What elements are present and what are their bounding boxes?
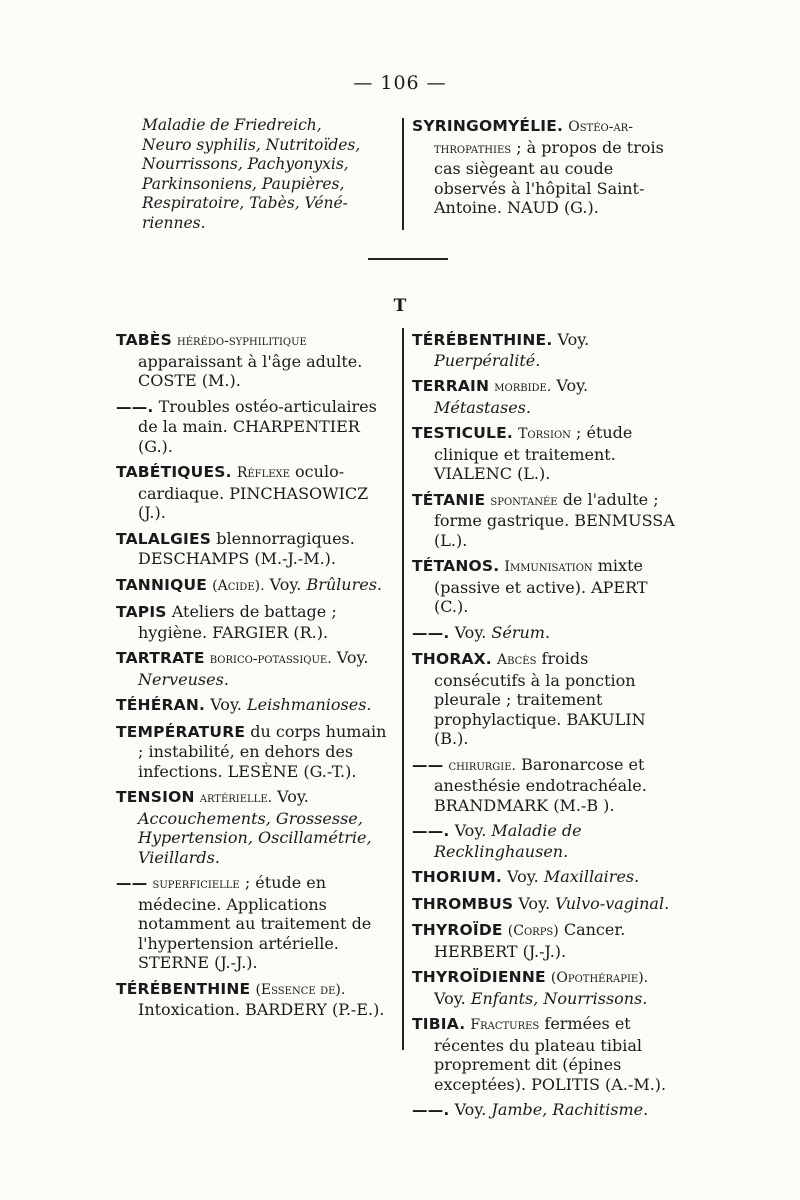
entry-text: Voy.	[269, 574, 302, 594]
entry-text: ; à propos de trois cas siègeant au coude observés à l'hôpital Saint-Antoine. NAUD (G.).	[434, 137, 664, 217]
entry-text: Voy.	[454, 1100, 487, 1119]
index-entry	[412, 894, 682, 915]
entry-headword: ——	[116, 874, 148, 892]
entry-reference: Puerpéralité.	[434, 350, 541, 370]
index-entry	[116, 602, 393, 642]
index-entry	[412, 755, 682, 816]
entry-text: ; étude en médecine. Applications notamment au traitement de l'hypertension artérielle. STERNE (J.-J.).	[138, 873, 372, 972]
entry-subheading: Torsion	[518, 426, 571, 442]
entry-headword: TIBIA.	[412, 1015, 466, 1033]
continuation-line: riennes.	[142, 213, 206, 232]
index-entry	[116, 397, 393, 457]
entry-text: Intoxication. BARDERY (P.-E.).	[138, 1000, 385, 1019]
entry-text: Baronarcose et anesthésie endotrachéale. BRANDMARK (M.-B ).	[434, 754, 647, 815]
index-entry	[412, 920, 682, 961]
section-letter: T	[393, 296, 407, 316]
index-entry	[412, 1014, 682, 1094]
entry-headword: ——.	[412, 1101, 450, 1119]
entry-text: Cancer. HERBERT (J.-J.).	[434, 920, 626, 961]
right-column	[412, 330, 682, 1127]
index-entry	[412, 1100, 682, 1121]
index-entry	[116, 695, 393, 716]
index-entry	[412, 423, 682, 484]
entry-text: froids consécutifs à la ponction pleurale ; traitement prophylactique. BAKULIN (B.).	[434, 649, 646, 748]
entry-subheading: artérielle.	[199, 790, 273, 806]
entry-reference: Métastases.	[434, 397, 531, 417]
entry-text: Voy.	[454, 622, 487, 642]
entry-reference: Maladie de Recklinghausen.	[434, 821, 582, 861]
entry-headword: ——.	[116, 397, 154, 416]
entry-reference: Maxillaires.	[543, 867, 640, 886]
index-entry	[116, 462, 393, 523]
index-entry	[412, 821, 682, 861]
entry-text: Voy.	[454, 821, 487, 840]
entry-reference: Jambe, Rachitisme.	[491, 1100, 649, 1119]
entry-headword: TANNIQUE	[116, 575, 208, 594]
top-left-continuation	[142, 116, 394, 233]
entry-subheading: (Acide).	[212, 577, 265, 594]
entry-headword: SYRINGOMYÉLIE.	[412, 117, 564, 135]
column-divider-main	[402, 328, 404, 1050]
entry-subheading: Immunisation	[504, 559, 593, 575]
entry-headword: THYROÏDE	[412, 921, 503, 939]
entry-reference: Brûlures.	[306, 574, 382, 594]
entry-text: Troubles ostéo-articulaires de la main. CHARPENTIER (G.).	[138, 396, 377, 456]
entry-headword: THORIUM.	[412, 868, 502, 886]
entry-headword: ——.	[412, 822, 450, 840]
continuation-line: Nourrissons, Pachyonyxis,	[142, 155, 349, 173]
entry-text: oculo-cardiaque. PINCHASOWICZ (J.).	[138, 462, 369, 522]
index-entry	[116, 722, 393, 782]
index-entry	[412, 867, 682, 888]
page-number: — 106 —	[353, 72, 447, 94]
column-divider-top	[402, 118, 404, 230]
index-entry	[412, 376, 682, 417]
index-entry	[412, 556, 682, 617]
entry-text: Voy.	[518, 893, 551, 913]
index-entry	[116, 873, 393, 973]
entry-reference: Leishmanioses.	[247, 695, 372, 714]
entry-subheading: Fractures	[470, 1017, 540, 1033]
entry-text: Ateliers de battage ; hygiène. FARGIER (R.).	[138, 602, 337, 642]
entry-reference: Vulvo-vaginal.	[555, 893, 670, 913]
index-entry	[412, 116, 684, 218]
entry-reference: Enfants, Nourrissons.	[470, 988, 648, 1008]
index-entry	[412, 649, 682, 749]
entry-subheading: chirurgie.	[448, 757, 516, 774]
entry-subheading: (Essence de).	[255, 981, 346, 998]
entry-reference: Accouchements, Grossesse, Hypertension, Oscillamétrie, Vieillards.	[138, 808, 372, 867]
entry-text: Voy.	[556, 376, 589, 395]
entry-headword: ——.	[412, 623, 450, 642]
entry-text: blennorragiques. DESCHAMPS (M.-J.-M.).	[138, 528, 355, 568]
index-entry	[116, 330, 393, 391]
entry-headword: TÉTANIE	[412, 490, 486, 509]
entry-subheading: morbide.	[494, 379, 552, 395]
index-entry	[116, 648, 393, 689]
index-entry	[412, 490, 682, 551]
index-entry	[412, 330, 682, 370]
entry-headword: TAPIS	[116, 603, 167, 621]
entry-text: mixte (passive et active). APERT (C.).	[434, 556, 648, 616]
entry-text: ; étude clinique et traitement. VIALENC (L.).	[434, 423, 633, 483]
section-rule	[368, 258, 448, 260]
index-entry	[412, 967, 682, 1008]
entry-subheading: borico-potassique.	[209, 651, 332, 667]
entry-headword: TERRAIN	[412, 377, 490, 395]
entry-headword: TABÉTIQUES.	[116, 463, 232, 481]
top-right-entry	[412, 116, 684, 224]
entry-headword: TÉHÉRAN.	[116, 696, 206, 714]
entry-headword: TEMPÉRATURE	[116, 722, 246, 741]
entry-text: apparaissant à l'âge adulte. COSTE (M.).	[138, 351, 363, 390]
left-column	[116, 330, 393, 1026]
entry-subheading: Réflexe	[236, 465, 290, 481]
entry-headword: TÉTANOS.	[412, 557, 500, 575]
entry-subheading: Ostéo-ar-thropathies	[434, 119, 633, 157]
entry-text: de l'adulte ; forme gastrique. BENMUSSA (L.).	[434, 489, 675, 550]
continuation-line: Neuro syphilis, Nutritoïdes,	[142, 135, 361, 154]
index-entry	[116, 575, 393, 597]
entry-reference: Nerveuses.	[138, 669, 229, 689]
entry-reference: Sérum.	[491, 622, 551, 642]
entry-subheading: hérédo-syphilitique	[177, 333, 307, 349]
entry-headword: TÉRÉBENTHINE.	[412, 331, 553, 349]
entry-headword: TALALGIES	[116, 529, 212, 548]
entry-headword: THYROÏDIENNE	[412, 968, 546, 986]
entry-headword: THROMBUS	[412, 894, 514, 913]
entry-headword: TÉRÉBENTHINE	[116, 979, 251, 998]
entry-subheading: Abcès	[497, 652, 537, 668]
entry-text: du corps humain ; instabilité, en dehors des infections. LESÈNE (G.-T.).	[138, 721, 387, 781]
entry-headword: TESTICULE.	[412, 424, 513, 442]
entry-headword: TABÈS	[116, 331, 172, 349]
index-entry	[116, 529, 393, 569]
entry-headword: TARTRATE	[116, 649, 205, 667]
entry-text: fermées et récentes du plateau tibial proprement dit (épines exceptées). POLITIS (A.-M.).	[434, 1014, 667, 1094]
entry-headword: TENSION	[116, 788, 195, 806]
index-entry	[116, 787, 393, 867]
entry-subheading: superficielle	[152, 876, 240, 892]
continuation-line: Respiratoire, Tabès, Véné-	[142, 194, 348, 212]
continuation-line: Parkinsoniens, Paupières,	[142, 174, 345, 193]
entry-text: Voy.	[507, 867, 539, 886]
entry-subheading: (Corps)	[507, 923, 559, 939]
entry-subheading: (Opothérapie).	[550, 970, 649, 986]
entry-text: Voy.	[434, 988, 466, 1008]
entry-text: Voy.	[210, 695, 242, 714]
entry-headword: THORAX.	[412, 650, 492, 668]
entry-text: Voy.	[557, 330, 590, 349]
index-entry	[412, 623, 682, 644]
entry-text: Voy.	[336, 648, 369, 667]
entry-headword: ——	[412, 755, 444, 774]
continuation-line: Maladie de Friedreich,	[142, 116, 322, 134]
index-entry	[116, 979, 393, 1020]
entry-text: Voy.	[277, 787, 309, 806]
entry-subheading: spontanée	[490, 492, 558, 509]
